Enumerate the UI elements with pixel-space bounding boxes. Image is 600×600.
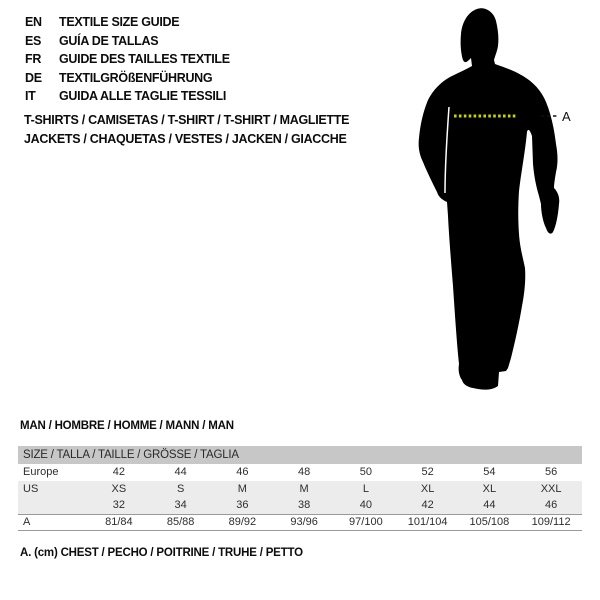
- table-cell: 97/100: [349, 516, 383, 528]
- table-cell: 93/96: [290, 516, 318, 528]
- table-cell: M: [299, 482, 309, 495]
- table-cell: 36: [236, 499, 249, 512]
- table-cell: 34: [174, 499, 187, 512]
- table-row-europe: [18, 464, 582, 481]
- table-cell: 46: [545, 499, 558, 512]
- man-silhouette-svg: [413, 5, 585, 397]
- table-row-chest: [18, 514, 582, 531]
- language-code: ES: [25, 33, 42, 48]
- language-label: GUIDE DES TAILLES TEXTILE: [59, 52, 230, 66]
- language-code: EN: [25, 15, 42, 29]
- row-label: US: [23, 482, 39, 495]
- table-cell: XL: [482, 482, 497, 495]
- garment-line-tshirts: T-SHIRTS / CAMISETAS / T-SHIRT / T-SHIRT / MAGLIETTE: [24, 113, 350, 127]
- table-cell: S: [176, 482, 185, 495]
- table-cell: XS: [111, 482, 127, 495]
- language-label: GUÍA DE TALLAS: [59, 33, 159, 48]
- measure-footnote: A. (cm) CHEST / PECHO / POITRINE / TRUHE / PETTO: [20, 547, 303, 559]
- table-cell: 48: [298, 466, 311, 479]
- language-code: FR: [25, 52, 42, 66]
- language-row: [25, 13, 230, 32]
- man-silhouette-path: [419, 8, 560, 389]
- garment-line-jackets: JACKETS / CHAQUETAS / VESTES / JACKEN / GIACCHE: [24, 131, 347, 146]
- language-code: DE: [25, 70, 42, 85]
- table-cell: 81/84: [105, 516, 133, 528]
- language-label: GUIDA ALLE TAGLIE TESSILI: [59, 89, 227, 103]
- table-cell: 89/92: [228, 516, 257, 528]
- table-cell: L: [362, 482, 369, 495]
- table-cell: 109/112: [531, 516, 571, 528]
- table-cell: 42: [421, 499, 434, 512]
- size-table: [18, 446, 582, 531]
- table-cell: 50: [359, 466, 372, 479]
- language-label: TEXTILE SIZE GUIDE: [59, 15, 180, 29]
- language-code: IT: [25, 89, 36, 103]
- man-silhouette-figure: [413, 5, 585, 397]
- measure-label-a: A: [562, 109, 571, 124]
- table-cell: 42: [112, 466, 125, 479]
- language-row: [25, 87, 230, 106]
- table-cell: XXL: [540, 482, 562, 495]
- table-cell: 38: [298, 499, 311, 512]
- table-cell: 46: [236, 466, 249, 479]
- row-label: A: [23, 516, 31, 528]
- table-cell: 32: [112, 499, 125, 512]
- table-cell: 54: [483, 466, 496, 479]
- table-row-us: [18, 481, 582, 498]
- language-title-list: [25, 13, 230, 106]
- table-cell: 44: [483, 499, 496, 512]
- section-title-man: MAN / HOMBRE / HOMME / MANN / MAN: [20, 420, 234, 432]
- table-cell: 101/104: [407, 516, 448, 528]
- row-label: Europe: [23, 466, 59, 479]
- table-cell: 56: [545, 466, 558, 479]
- language-label: TEXTILGRÖßENFÜHRUNG: [59, 70, 213, 85]
- size-table-header: SIZE / TALLA / TAILLE / GRÖSSE / TAGLIA: [18, 446, 582, 464]
- table-cell: 85/88: [166, 516, 195, 528]
- table-cell: 105/108: [469, 516, 510, 528]
- table-cell: M: [237, 482, 247, 495]
- language-row: [25, 50, 230, 69]
- language-row: [25, 32, 230, 51]
- garment-type-list: [24, 111, 349, 148]
- table-cell: 44: [174, 466, 187, 479]
- language-row: [25, 69, 230, 88]
- table-cell: 40: [359, 499, 372, 512]
- table-cell: 52: [421, 466, 434, 479]
- table-row-us-numeric: [18, 497, 582, 514]
- table-cell: XL: [420, 482, 435, 495]
